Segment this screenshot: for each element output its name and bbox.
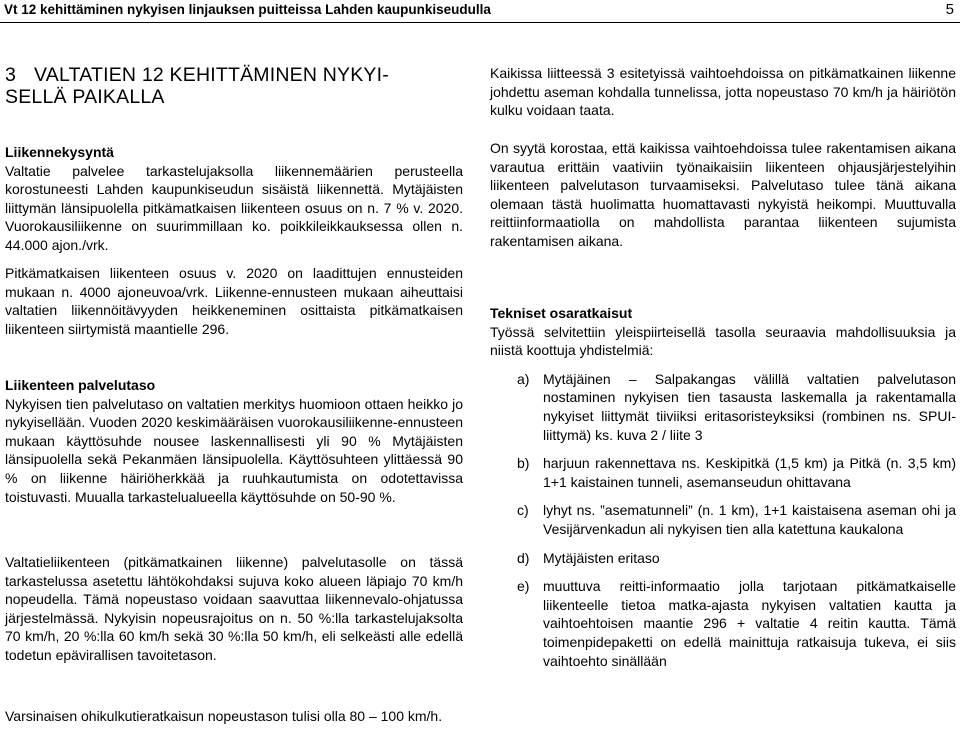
right-construction: [490, 139, 956, 251]
header-title: Vt 12 kehittäminen nykyisen linjauksen puitteissa Lahden kaupunkiseudulla: [4, 2, 491, 17]
tech-block: [490, 304, 956, 680]
page-header: [0, 0, 960, 26]
service-heading: Liikenteen palvelutaso: [5, 377, 156, 393]
tech-intro: Työssä selvitettiin yleispiirteisellä tasolla seuraavia mahdollisuuksia ja niistä koottuja yhdistelmiä:: [490, 323, 956, 359]
demand-heading: Liikennekysyntä: [5, 144, 114, 160]
right-intro: [490, 64, 956, 120]
tech-heading: Tekniset osaratkaisut: [490, 305, 633, 321]
section-number: 3: [5, 64, 17, 86]
section-title-line1: VALTATIEN 12 KEHITTÄMINEN NYKYI-: [34, 64, 389, 86]
right-paragraph-1: Kaikissa liitteessä 3 esitetyissä vaihtoehdoissa on pitkämatkainen liikenne johdettu aseman kohdalla tunnelissa, jotta nopeustaso 70 km/h ja häiriötön kulku voidaan taata.: [490, 65, 956, 119]
list-item: c) lyhyt ns. ”asematunneli” (n. 1 km), 1+1 kaistaisena aseman ohi ja Vesijärvenkadun ali nykyisen tien alla katettuna kaukalona: [517, 502, 956, 537]
service-block-2: [5, 553, 463, 665]
header-divider: [0, 22, 960, 23]
section-title-line2: SELLÄ PAIKALLA: [5, 86, 165, 108]
list-item: e) muuttuva reitti-informaatio jolla tarjotaan pitkämatkaiselle liikenteelle tietoa matka-ajasta nykyisen valtatien kautta ja vaihtoehtoisen maantie 296 + valtatie 4 reitin kautta. Tämä toimenpidepaketti on edellä mainittuja ratkaisuja tukeva, ei siis vaihtoehto sinällään: [517, 578, 956, 669]
right-paragraph-2: On syytä korostaa, että kaikissa vaihtoehdoissa tulee rakentamisen aikana varautua erittäin vaativiin työnaikaisiin liikenteen ohjausjärjestelyihin liikenteen palvelutason turvaamiseksi. Palvelutaso tulee tänä aikana olemaan tästä huolimatta huomattavasti nykyistä heikompi. Muuttuvalla reittiinformaatiolla on mahdollista parantaa liikenteen sujumista rakentamisen aikana.: [490, 140, 956, 249]
service-block: [5, 376, 463, 506]
list-item: b) harjuun rakennettava ns. Keskipitkä (1,5 km) ja Pitkä (n. 3,5 km) 1+1 kaistainen tunneli, asemanseudun ohittavana: [517, 455, 956, 490]
demand-paragraph-2: Pitkämatkaisen liikenteen osuus v. 2020 on laadittujen ennusteiden mukaan n. 4000 ajoneuvoa/vrk. Liikenne-ennusteen mukaan aiheuttaisi valtatien liikennöitävyyden heikkeneminen osittaista pitkämatkaisen liikenteen siirtymistä maantielle 296.: [5, 265, 463, 337]
page-number: 5: [945, 1, 954, 18]
options-list: [490, 370, 956, 670]
list-item: a) Mytäjäinen – Salpakangas välillä valtatien palvelutason nostaminen nykyisen tien tasausta laskemalla ja rakentamalla nykyiset liittymät tiiviiksi eritasoristeyksiksi (rombinen ns. SPUI-liittymä) ks. kuva 2 / liite 3: [517, 370, 956, 443]
demand-block-2: [5, 264, 463, 338]
service-paragraph-1: Nykyisen tien palvelutaso on valtatien merkitys huomioon ottaen heikko jo nykyisellään. Vuoden 2020 keskimääräisen vuorokausiliikenne-ennusteen mukaan käyttösuhde nousee laskennallisesti yli 90 % Mytäjäisten länsipuolella sekä Pekanmäen länsipuolella. Käyttösuhteen ylittäessä 90 % on liikenne häiriöherkkää ja ruuhkautumista on odotettavissa toistuvasti. Muualla tarkastelualueella käyttösuhde on 50-90 %.: [5, 395, 463, 505]
service-paragraph-2: Valtatieliikenteen (pitkämatkainen liikenne) palvelutasolle on tässä tarkastelussa asetettu lähtökohdaksi sujuva koko alueen läpiajo 70 km/h nopeudella. Tämä nopeustaso voidaan saavuttaa liikennevalo-ohjatussa järjestelmässä. Nykyisin nopeusrajoitus on n. 50 %:lla tarkastelujaksolta 70 km/h, 20 %:lla 60 km/h sekä 30 %:lla 50 km/h, eli selkeästi alle edellä todetun epävirallisen tavoitetason.: [5, 554, 463, 663]
section-heading: [5, 64, 463, 108]
service-paragraph-3: Varsinaisen ohikulkutieratkaisun nopeustason tulisi olla 80 – 100 km/h.: [5, 708, 443, 724]
service-block-3: [5, 707, 463, 726]
list-item: d) Mytäjäisten eritaso: [517, 549, 660, 566]
demand-paragraph-1: Valtatie palvelee tarkastelujaksolla liikennemäärien perusteella korostuneesti Lahden kaupunkiseudun sisäistä liikennettä. Mytäjäisten liittymän länsipuolella pitkämatkaisen liikenteen osuus on n. 7 % v. 2020. Vuorokausiliikenne on suurimmillaan ko. poikkileikkauksessa ollen n. 44.000 ajon./vrk.: [5, 162, 463, 253]
demand-block: [5, 143, 463, 255]
